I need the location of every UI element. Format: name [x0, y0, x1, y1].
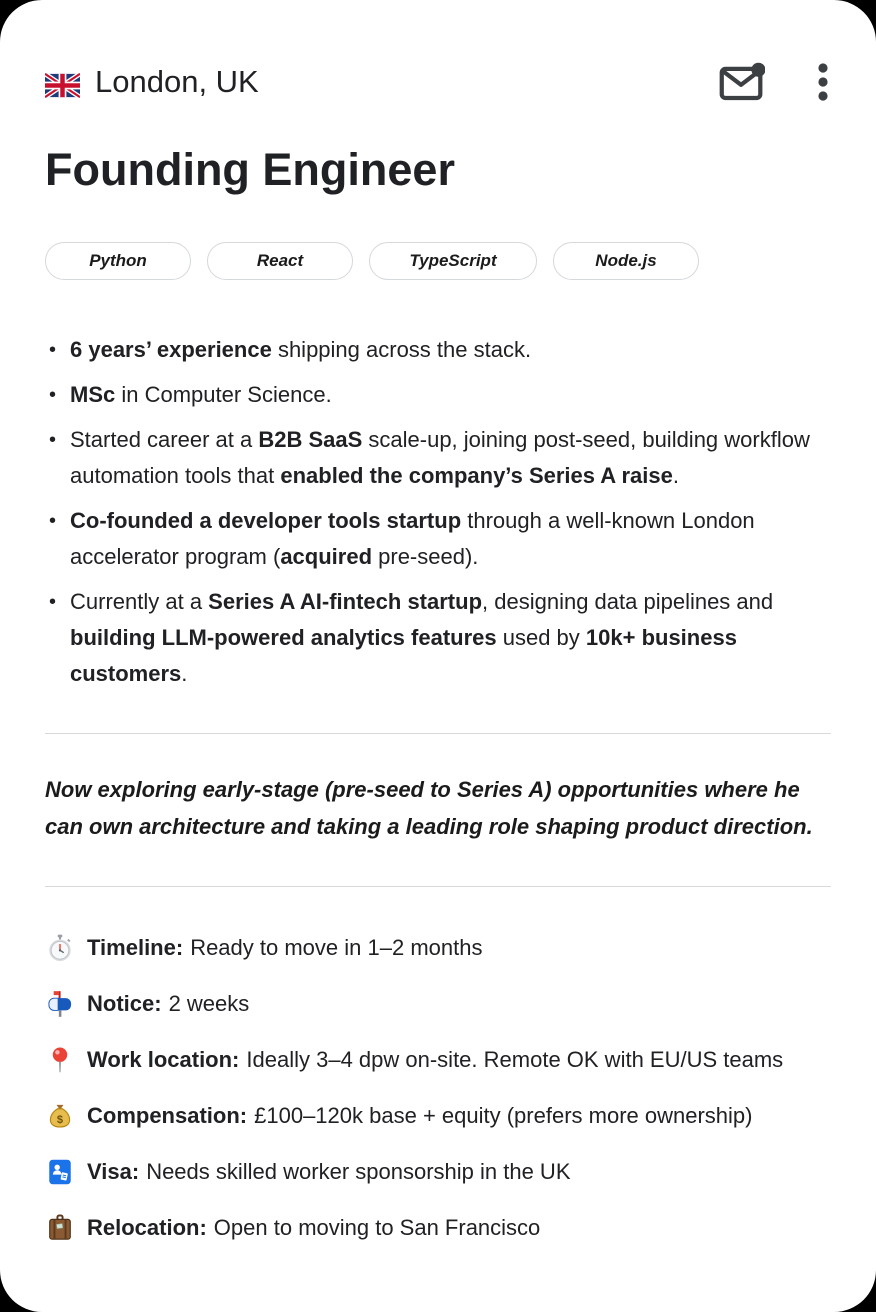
detail-label: Compensation:	[87, 1103, 248, 1128]
luggage-icon	[45, 1213, 75, 1243]
kebab-menu-icon[interactable]	[817, 60, 829, 104]
highlight-item: • MSc in Computer Science.	[45, 377, 831, 413]
card-header	[45, 60, 831, 104]
detail-row	[45, 1101, 831, 1131]
detail-value: Ready to move in 1–2 months	[190, 935, 483, 960]
svg-text:$: $	[56, 1113, 64, 1126]
header-actions	[718, 60, 831, 104]
passport-control-icon	[45, 1157, 75, 1187]
highlight-item: • 6 years’ experience shipping across the stack.	[45, 332, 831, 368]
page-title: Founding Engineer	[45, 144, 455, 195]
detail-value: Open to moving to San Francisco	[213, 1215, 541, 1240]
skill-pill: React	[207, 242, 353, 280]
detail-label: Visa:	[87, 1159, 140, 1184]
stopwatch-icon	[45, 933, 75, 963]
detail-row	[45, 1045, 831, 1075]
detail-row	[45, 989, 831, 1019]
highlight-item: • Co-founded a developer tools startup through a well-known London accelerator program (acquired pre-seed).	[45, 503, 831, 575]
detail-label: Work location:	[87, 1047, 240, 1072]
divider-top	[45, 733, 831, 734]
detail-label: Timeline:	[87, 935, 184, 960]
skill-pill: Python	[45, 242, 191, 280]
skill-pill: Node.js	[553, 242, 699, 280]
highlight-item: • Currently at a Series A AI-fintech startup, designing data pipelines and building LLM-powered analytics features used by 10k+ business customers.	[45, 584, 831, 692]
detail-label: Relocation:	[87, 1215, 207, 1240]
detail-label: Notice:	[87, 991, 162, 1016]
detail-row	[45, 1213, 831, 1243]
summary-paragraph: Now exploring early-stage (pre-seed to Series A) opportunities where he can own architecture and taking a leading role shaping product direction.	[45, 777, 813, 839]
detail-value: Needs skilled worker sponsorship in the UK	[146, 1159, 571, 1184]
detail-value: Ideally 3–4 dpw on-site. Remote OK with EU/US teams	[246, 1047, 784, 1072]
pushpin-icon	[45, 1045, 75, 1075]
candidate-location	[45, 64, 259, 100]
mailbox-icon	[45, 989, 75, 1019]
detail-value: £100–120k base + equity (prefers more ownership)	[254, 1103, 753, 1128]
detail-row	[45, 1157, 831, 1187]
details-list	[45, 933, 831, 1243]
detail-value: 2 weeks	[168, 991, 250, 1016]
money-bag-icon	[45, 1101, 75, 1131]
skill-pills	[45, 242, 831, 280]
divider-bottom	[45, 886, 831, 887]
highlights-list	[45, 332, 831, 692]
highlight-item: • Started career at a B2B SaaS scale-up, joining post-seed, building workflow automation tools that enabled the company’s Series A raise.	[45, 422, 831, 494]
location-label: London, UK	[95, 64, 259, 99]
uk-flag-icon	[45, 70, 80, 95]
mail-notification-icon[interactable]	[718, 62, 765, 102]
skill-pill: TypeScript	[369, 242, 537, 280]
detail-row	[45, 933, 831, 963]
